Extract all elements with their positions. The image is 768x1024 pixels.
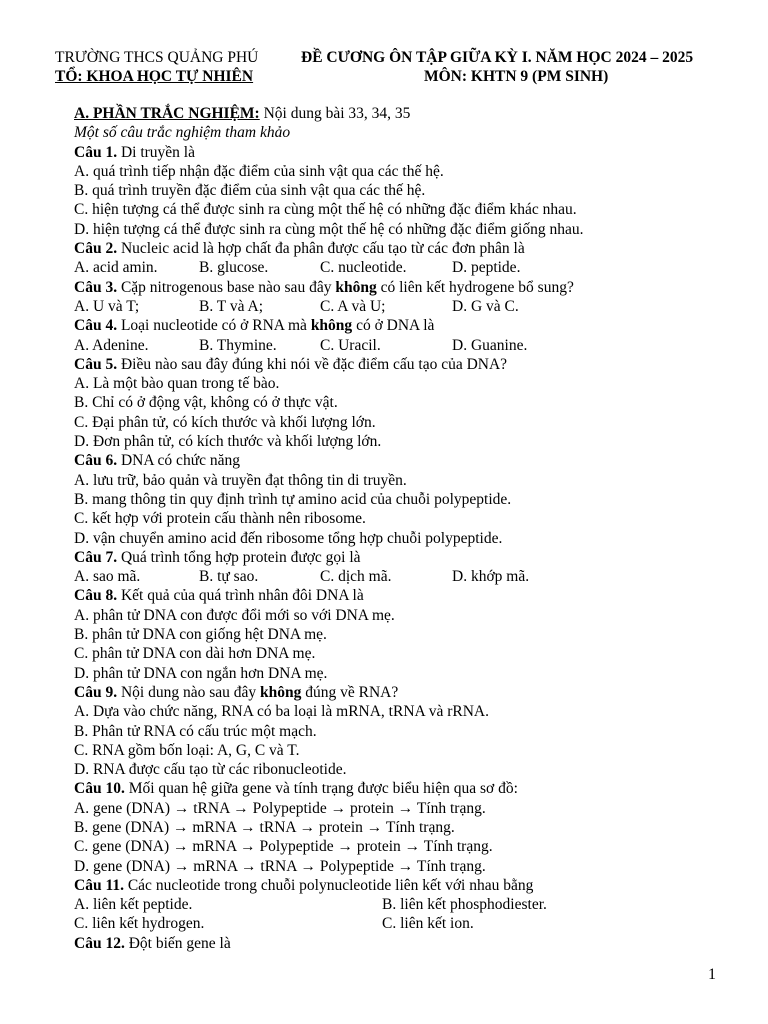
answer-option: A. gene (DNA) → tRNA → Polypeptide → protein → Tính trạng. (74, 799, 486, 817)
answer-option: A. quá trình tiếp nhận đặc điểm của sinh vật qua các thế hệ. (74, 162, 444, 180)
answer-option: D. RNA được cấu tạo từ các ribonucleotide. (74, 761, 347, 779)
answer-option: D. hiện tượng cá thể được sinh ra cùng một thế hệ có những đặc điểm giống nhau. (74, 220, 584, 238)
answer-option: C. nucleotide. (320, 259, 407, 277)
department-name: TỔ: KHOA HỌC TỰ NHIÊN (55, 68, 254, 85)
question-text: Loại nucleotide có ở RNA mà (117, 317, 311, 335)
answer-option: B. liên kết phosphodiester. (382, 896, 547, 914)
question-label: Câu 1. (74, 143, 118, 161)
question-stem (74, 934, 734, 953)
question-text: Kết quả của quá trình nhân đôi DNA là (117, 587, 364, 605)
answer-row (74, 258, 734, 277)
answer-option: C. liên kết hydrogen. (74, 915, 205, 933)
answer-option: B. Thymine. (199, 336, 277, 354)
answer-option: A. Dựa vào chức năng, RNA có ba loại là mRNA, tRNA và rRNA. (74, 703, 489, 721)
answer-option: C. kết hợp với protein cấu thành nên ribosome. (74, 510, 366, 528)
answer-option: B. Phân tử RNA có cấu trúc một mạch. (74, 722, 317, 740)
question-label: Câu 12. (74, 934, 125, 952)
question-text: Các nucleotide trong chuỗi polynucleotide liên kết với nhau bằng (123, 876, 534, 894)
answer-option: B. T và A; (199, 297, 264, 315)
question-emphasis: không (260, 683, 302, 701)
answer-option: D. G và C. (452, 297, 519, 315)
question-label: Câu 5. (74, 355, 118, 373)
answer-option: C. dịch mã. (320, 568, 392, 586)
answer-option: A. liên kết peptide. (74, 896, 193, 914)
answer-option: C. Uracil. (320, 336, 381, 354)
answer-option: A. U và T; (74, 297, 140, 315)
question-label: Câu 2. (74, 240, 118, 258)
question-stem (74, 876, 734, 895)
answer-option: D. peptide. (452, 259, 521, 277)
question-text: DNA có chức năng (117, 452, 240, 470)
question-text: Đột biến gene là (124, 934, 231, 952)
answer-option: C. A và U; (320, 297, 386, 315)
question-stem (74, 278, 734, 297)
answer-row (74, 914, 734, 933)
question-stem (74, 316, 734, 335)
question-text: có liên kết hydrogene bổ sung? (376, 278, 574, 296)
answer-option: B. quá trình truyền đặc điểm của sinh vật qua các thế hệ. (74, 182, 426, 200)
answer-option: A. lưu trữ, bảo quản và truyền đạt thông tin di truyền. (74, 471, 407, 489)
answer-option: C. liên kết ion. (382, 915, 474, 933)
question-emphasis: không (310, 317, 353, 335)
question-stem (74, 355, 734, 374)
question-label: Câu 3. (74, 278, 118, 296)
answer-row (74, 567, 734, 586)
question-stem (74, 451, 734, 470)
answer-option: A. acid amin. (74, 259, 158, 277)
question-label: Câu 11. (74, 876, 124, 894)
page-number: 1 (708, 966, 716, 983)
question-label: Câu 7. (74, 548, 118, 566)
school-name: TRƯỜNG THCS QUẢNG PHÚ (55, 49, 259, 66)
answer-option: C. Đại phân tử, có kích thước và khối lượng lớn. (74, 413, 376, 431)
section-content: Nội dung bài 33, 34, 35 (259, 105, 411, 122)
question-label: Câu 4. (74, 317, 118, 335)
answer-option: A. Adenine. (74, 336, 149, 354)
question-stem (74, 143, 734, 162)
answer-option: C. phân tử DNA con dài hơn DNA mẹ. (74, 645, 316, 663)
answer-option: C. hiện tượng cá thể được sinh ra cùng một thế hệ có những đặc điểm khác nhau. (74, 201, 577, 219)
exam-title: ĐỀ CƯƠNG ÔN TẬP GIỮA KỲ I. NĂM HỌC 2024 – 2025 (301, 49, 694, 66)
question-stem (74, 586, 734, 605)
question-text: đúng về RNA? (301, 683, 399, 701)
answer-row (74, 336, 734, 355)
answer-option: D. Guanine. (452, 336, 528, 354)
question-text: Mối quan hệ giữa gene và tính trạng được biểu hiện qua sơ đồ: (124, 780, 518, 798)
answer-option: B. Chỉ có ở động vật, không có ở thực vật. (74, 394, 338, 412)
answer-option: D. Đơn phân tử, có kích thước và khối lượng lớn. (74, 433, 382, 451)
question-label: Câu 10. (74, 780, 125, 798)
question-list (74, 143, 734, 953)
question-text: Cặp nitrogenous base nào sau đây (117, 278, 336, 296)
answer-option: D. gene (DNA) → mRNA → tRNA → Polypeptide → Tính trạng. (74, 857, 486, 875)
question-label: Câu 9. (74, 683, 118, 701)
question-text: Điều nào sau đây đúng khi nói về đặc điểm cấu tạo của DNA? (117, 355, 508, 373)
answer-option: A. sao mã. (74, 568, 141, 586)
question-text: Di truyền là (117, 143, 195, 161)
question-stem (74, 683, 734, 702)
document-body (74, 104, 734, 953)
question-label: Câu 6. (74, 452, 118, 470)
section-subtitle: Một số câu trắc nghiệm tham khảo (74, 124, 291, 142)
question-text: Nội dung nào sau đây (117, 683, 260, 701)
subject-title: MÔN: KHTN 9 (PM SINH) (424, 68, 609, 85)
section-heading (74, 104, 734, 123)
answer-option: D. vận chuyển amino acid đến ribosome tổng hợp chuỗi polypeptide. (74, 529, 503, 547)
answer-option: A. phân tử DNA con được đổi mới so với DNA mẹ. (74, 606, 395, 624)
answer-option: C. gene (DNA) → mRNA → Polypeptide → protein → Tính trạng. (74, 838, 493, 856)
answer-option: B. mang thông tin quy định trình tự amino acid của chuỗi polypeptide. (74, 490, 512, 508)
answer-option: A. Là một bào quan trong tế bào. (74, 375, 280, 393)
question-text: Quá trình tổng hợp protein được gọi là (117, 548, 361, 566)
answer-option: B. phân tử DNA con giống hệt DNA mẹ. (74, 626, 327, 644)
question-stem (74, 239, 734, 258)
question-stem (74, 548, 734, 567)
question-text: Nucleic acid là hợp chất đa phân được cấu tạo từ các đơn phân là (117, 240, 525, 258)
answer-option: C. RNA gồm bốn loại: A, G, C và T. (74, 741, 300, 759)
question-text: có ở DNA là (352, 317, 435, 335)
answer-option: B. glucose. (199, 259, 269, 277)
answer-option: B. gene (DNA) → mRNA → tRNA → protein → Tính trạng. (74, 818, 455, 836)
section-title: A. PHẦN TRẮC NGHIỆM: (74, 105, 260, 122)
answer-row (74, 297, 734, 316)
answer-row (74, 895, 734, 914)
answer-option: B. tự sao. (199, 568, 259, 586)
question-stem (74, 779, 734, 798)
question-label: Câu 8. (74, 587, 118, 605)
answer-option: D. khớp mã. (452, 568, 530, 586)
answer-option: D. phân tử DNA con ngắn hơn DNA mẹ. (74, 664, 328, 682)
question-emphasis: không (335, 278, 377, 296)
